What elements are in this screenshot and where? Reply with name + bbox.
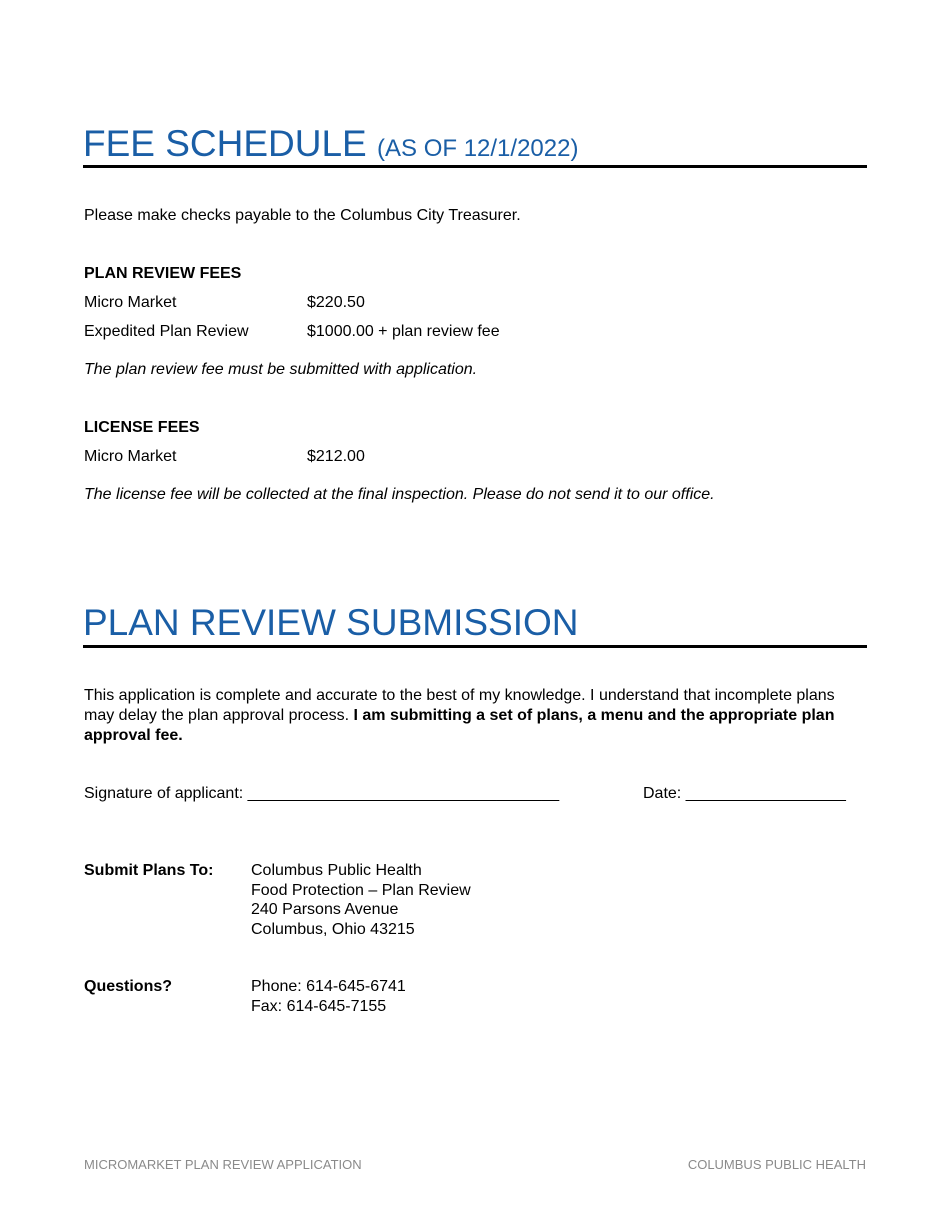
date-line[interactable]: __________________: [685, 785, 846, 802]
submission-statement: [84, 686, 859, 746]
date-field[interactable]: [643, 784, 846, 804]
fee-schedule-title: FEE SCHEDULE: [83, 123, 367, 164]
submission-rule: [83, 645, 867, 648]
fee-label: Expedited Plan Review: [84, 323, 249, 340]
license-fees-heading: LICENSE FEES: [84, 419, 200, 436]
address-line: 240 Parsons Avenue: [251, 901, 399, 919]
fee-label: Micro Market: [84, 294, 177, 311]
address-line: Food Protection – Plan Review: [251, 881, 471, 899]
fee-value: $212.00: [307, 448, 365, 465]
contact-info: [251, 977, 406, 1016]
submit-address: [251, 861, 471, 940]
footer-right: COLUMBUS PUBLIC HEALTH: [687, 1157, 866, 1172]
signature-line[interactable]: ___________________________________: [247, 785, 560, 802]
plan-review-note: The plan review fee must be submitted with application.: [84, 361, 478, 378]
checks-note: Please make checks payable to the Columbus City Treasurer.: [84, 207, 521, 224]
license-note: The license fee will be collected at the final inspection. Please do not send it to our office.: [84, 486, 715, 503]
statement-bold-text: I am submitting a set of plans, a menu and the appropriate plan approval fee.: [84, 707, 835, 744]
fee-value: $1000.00 + plan review fee: [307, 323, 500, 340]
fee-value: $220.50: [307, 294, 365, 311]
questions-label: Questions?: [84, 978, 173, 995]
signature-field[interactable]: [84, 784, 559, 804]
submit-plans-label: Submit Plans To:: [84, 862, 214, 879]
phone-number: Phone: 614-645-6741: [251, 978, 406, 995]
signature-label: Signature of applicant:: [84, 785, 244, 802]
plan-review-fees-heading: PLAN REVIEW FEES: [84, 265, 242, 282]
fee-schedule-heading: [83, 124, 578, 169]
address-line: Columbus Public Health: [251, 862, 422, 879]
footer-left: MICROMARKET PLAN REVIEW APPLICATION: [84, 1157, 362, 1172]
fee-schedule-rule: [83, 165, 867, 168]
statement-text: This application is complete and accurate to the best of my knowledge. I understand that incomplete plans may delay the plan approval process.: [84, 687, 835, 724]
address-line: Columbus, Ohio 43215: [251, 921, 415, 939]
fax-number: Fax: 614-645-7155: [251, 997, 387, 1015]
date-label: Date:: [643, 785, 682, 802]
submission-title: PLAN REVIEW SUBMISSION: [83, 602, 579, 643]
fee-label: Micro Market: [84, 448, 177, 465]
fee-schedule-date: (AS OF 12/1/2022): [377, 135, 579, 162]
